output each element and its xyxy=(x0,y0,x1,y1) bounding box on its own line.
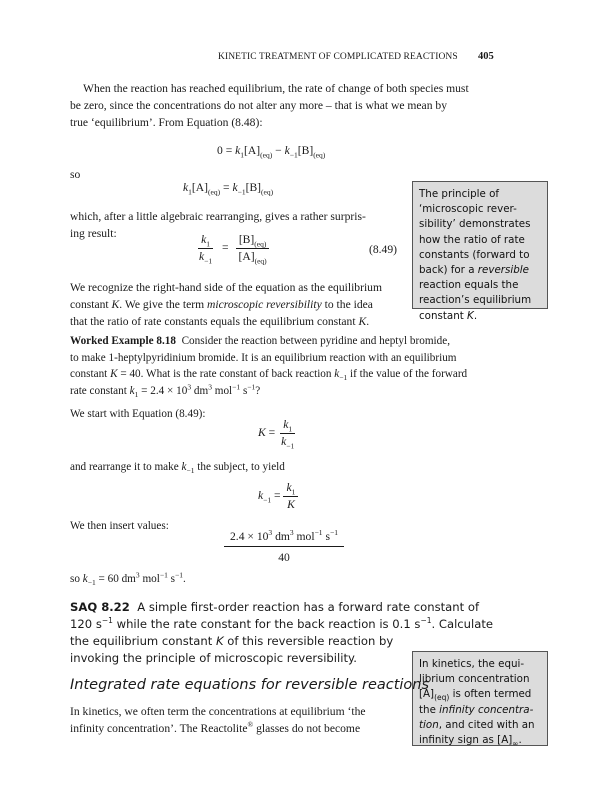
eq-subscript: (eq) xyxy=(208,187,221,197)
eq-text: [B] xyxy=(238,233,255,246)
text-line: constant K. We give the term microscopic reversibility to the idea xyxy=(70,298,373,311)
text-line: the equilibrium constant K of this reversible reaction by xyxy=(70,634,394,648)
text-line: that the ratio of rate constants equals the equilibrium constant K. xyxy=(70,315,370,328)
eq-subscript: −1 xyxy=(263,495,272,505)
eq-text: = xyxy=(271,489,284,503)
rate-constant-ratio xyxy=(196,233,215,264)
note-line: infinity sign as $[A]_\infty$. xyxy=(419,734,522,749)
margin-note-microscopic-reversibility xyxy=(412,181,548,322)
note-line: sibility’ demonstrates xyxy=(419,218,531,231)
equation-number: (8.49) xyxy=(369,243,398,256)
eq-symbol: k xyxy=(232,181,238,194)
text-line: SAQ 8.22 A simple first-order reaction has a forward rate constant of xyxy=(70,600,480,614)
value-fraction: $\frac{2.4 \times 10^3 dm^3 mol^{-1} s^{-1}}{40}$ xyxy=(224,530,344,565)
concentration-ratio xyxy=(236,233,270,264)
eq-text: = xyxy=(265,426,279,440)
insert-line: We then insert values: xyxy=(70,520,169,532)
equation-K-definition xyxy=(258,418,297,449)
saq-label: SAQ 8.22 xyxy=(70,600,130,614)
eq-subscript: −1 xyxy=(204,256,213,266)
text-line: ing result: xyxy=(70,227,117,240)
margin-note-infinity-concentration xyxy=(412,651,548,749)
eq-text: = xyxy=(222,241,229,255)
note-line: $[A]_{(eq)}$ is often termed xyxy=(419,688,532,703)
text-line: When the reaction has reached equilibrium, the rate of change of both species must xyxy=(83,82,469,95)
eq-subscript: −1 xyxy=(237,187,246,197)
section-paragraph xyxy=(70,703,405,737)
eq-symbol: k xyxy=(183,181,189,194)
note-line: librium concentration xyxy=(419,673,530,686)
eq-subscript: 1 xyxy=(240,150,245,160)
eq-subscript: (eq) xyxy=(260,150,273,160)
note-line: The principle of xyxy=(419,188,500,200)
eq-subscript: (eq) xyxy=(261,187,274,197)
eq-subscript: (eq) xyxy=(254,239,267,249)
start-line: We start with Equation (8.49): xyxy=(70,408,206,420)
eq-subscript: 1 xyxy=(206,239,211,249)
rearrange-line: and rearrange it to make $k_{-1}$ the subject, to yield xyxy=(70,461,285,476)
note-line: constant K. xyxy=(419,309,478,322)
worked-example-label: Worked Example 8.18 xyxy=(70,335,176,347)
eq-subscript: (eq) xyxy=(254,256,267,266)
equation-equilibrium-rates xyxy=(183,181,274,197)
note-line: constants (forward to xyxy=(419,248,530,261)
result-line: so $k_{-1} = 60$ $dm^3$ mol$^{-1}$ $s^{-1}$. xyxy=(70,570,186,588)
section-heading: Integrated rate equations for reversible reactions xyxy=(70,677,430,693)
eq-symbol: k xyxy=(201,233,207,246)
eq-symbol: k xyxy=(235,144,241,157)
eq-text: = xyxy=(220,181,233,194)
eq-text: [A] xyxy=(191,181,209,194)
k1-over-K: $\frac{k_1}{K}$ xyxy=(283,481,298,512)
text-line: constant K = 40. What is the rate constant of back reaction $k_{-1}$ if the value of the forward xyxy=(70,368,468,383)
note-line: ‘microscopic rever- xyxy=(419,203,517,216)
eq-text: 0 = xyxy=(217,144,236,157)
note-line: the infinity concentra- xyxy=(419,703,534,716)
eq-symbol: k xyxy=(284,144,290,157)
intro-paragraph xyxy=(70,80,497,131)
note-line: reaction’s equilibrium xyxy=(419,294,532,307)
note-line: In kinetics, the equi- xyxy=(419,658,525,670)
equation-value-substitution xyxy=(224,530,344,565)
text-line: to make 1-heptylpyridinium bromide. It is an equilibrium reaction with an equilibrium xyxy=(70,351,457,364)
equation-k-minus-1 xyxy=(258,481,298,512)
note-line: how the ratio of rate xyxy=(419,233,525,246)
eq-text: [B] xyxy=(245,181,262,194)
eq-text: [A] xyxy=(244,144,261,157)
text-line: true ‘equilibrium’. From Equation (8.48): xyxy=(70,116,263,129)
rate-constant-ratio: $\frac{k_1}{k_{-1}}$ xyxy=(281,418,295,451)
text-line: invoking the principle of microscopic reversibility. xyxy=(70,651,357,665)
so-word: so xyxy=(70,168,81,181)
eq-text: [B] xyxy=(297,144,314,157)
text-line: 120 $s^{-1}$ while the rate constant for the back reaction is 0.1 $s^{-1}$. Calculate xyxy=(70,616,494,631)
text-line: infinity concentration’. The Reactolite® glasses do not become xyxy=(70,720,361,735)
note-line: tion, and cited with an xyxy=(419,718,535,731)
eq-text: − xyxy=(272,144,285,157)
eq-subscript: 1 xyxy=(188,187,192,197)
equation-8-48-rearranged xyxy=(217,144,326,160)
worked-example-8-18 xyxy=(70,333,497,399)
eq-subscript: (eq) xyxy=(313,150,326,160)
text-line: Worked Example 8.18 Consider the reaction between pyridine and heptyl bromide, xyxy=(70,335,450,347)
eq-symbol: k xyxy=(258,489,264,503)
eq-symbol: K xyxy=(258,426,266,440)
running-title: KINETIC TREATMENT OF COMPLICATED REACTIONS xyxy=(218,52,458,62)
text-line: We recognize the right-hand side of the equation as the equilibrium xyxy=(70,281,382,294)
equation-8-49 xyxy=(196,233,270,264)
eq-symbol: k xyxy=(199,250,205,263)
eq-subscript: −1 xyxy=(289,150,298,160)
equilibrium-constant-paragraph xyxy=(70,279,405,330)
page-number: 405 xyxy=(478,51,494,62)
note-line: reaction equals the xyxy=(419,279,519,292)
text-line: rate constant $k_1 = 2.4 \times 10^3$ $dm^3$ mol$^{-1}$ $s^{-1}$? xyxy=(70,382,261,400)
text-line: In kinetics, we often term the concentrations at equilibrium ‘the xyxy=(70,705,366,718)
text-line: be zero, since the concentrations do not alter any more – that is what we mean by xyxy=(70,99,447,112)
text-line: which, after a little algebraic rearranging, gives a rather surpris- xyxy=(70,210,366,223)
eq-text: [A] xyxy=(238,250,255,263)
note-line: back) for a reversible xyxy=(419,264,529,277)
